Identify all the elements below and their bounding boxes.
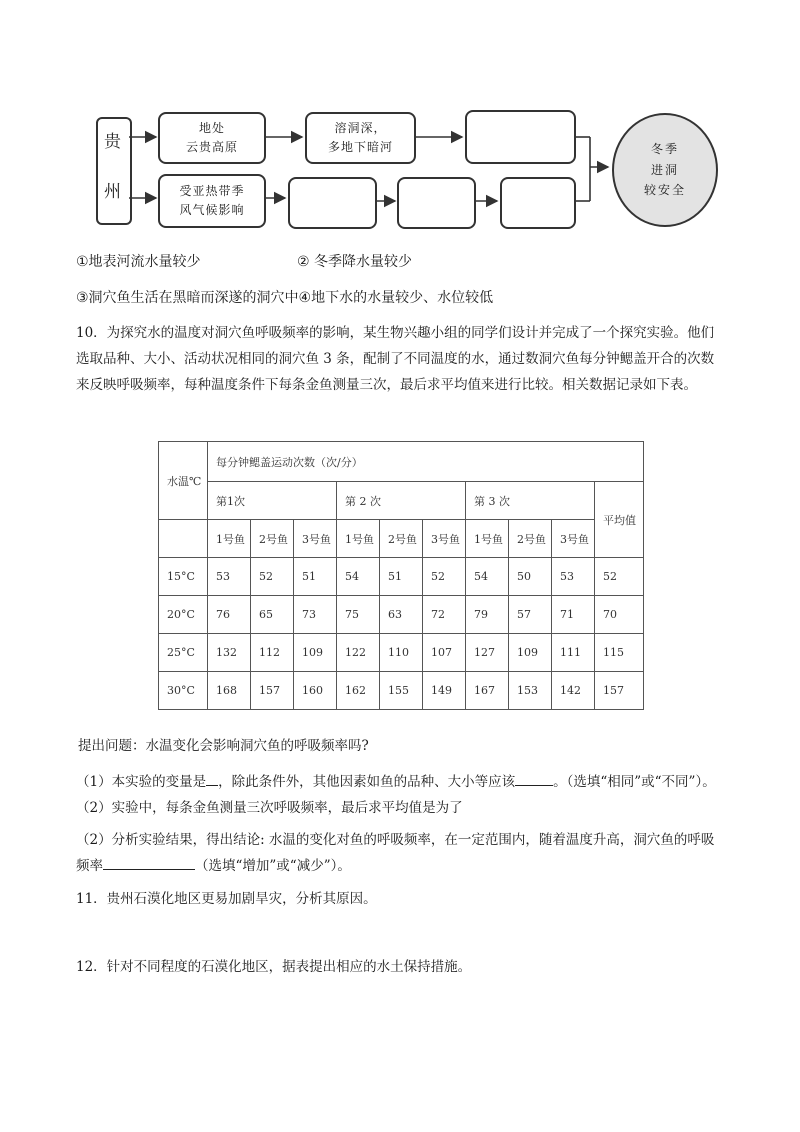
table-cell: 72 [423, 596, 466, 634]
question-10-sub2-a: （2）分析实验结果，得出结论: 水温的变化对鱼的呼吸频率，在一定范围内，随着温度升高，洞穴鱼的呼吸频率 [76, 832, 715, 874]
table-cell: 57 [509, 596, 552, 634]
table-row [159, 558, 644, 596]
flow-box-monsoon-line2: 风气候影响 [179, 203, 245, 217]
table-cell: 71 [552, 596, 595, 634]
table-cell: 153 [509, 672, 552, 710]
flow-box-caves-line2: 多地下暗河 [327, 140, 393, 154]
table-cell: 112 [251, 634, 294, 672]
table-cell: 76 [208, 596, 251, 634]
table-cell: 50 [509, 558, 552, 596]
table-cell: 142 [552, 672, 595, 710]
table-cell-temp: 25°C [159, 634, 208, 672]
table-cell: 79 [466, 596, 509, 634]
flow-box-caves [305, 112, 416, 164]
flow-box-plateau-line1: 地处 [198, 120, 225, 135]
table-cell: 52 [251, 558, 294, 596]
result-circle-line2: 进洞 [650, 162, 679, 177]
table-row [159, 634, 644, 672]
table-cell: 160 [294, 672, 337, 710]
table-fish-header: 2号鱼 [380, 520, 423, 558]
table-cell: 53 [552, 558, 595, 596]
table-cell: 157 [251, 672, 294, 710]
option-3-4: ③洞穴鱼生活在黑暗而深遂的洞穴中④地下水的水量较少、水位较低 [76, 290, 494, 306]
question-10-sub2-b: （选填“增加”或“减少”）。 [195, 858, 351, 874]
table-cell: 110 [380, 634, 423, 672]
table-cell: 111 [552, 634, 595, 672]
table-cell-avg: 52 [595, 558, 644, 596]
table-cell: 65 [251, 596, 294, 634]
question-10-sub1-c: 。（选填“相同”或“不同”）。（2）实验中，每条金鱼测量三次呼吸频率，最后求平均值是为了 [76, 774, 716, 816]
question-10-sub1-a: （1）本实验的变量是 [76, 774, 207, 790]
table-cell-temp: 30°C [159, 672, 208, 710]
table-header-group: 每分钟鳃盖运动次数（次/分） [208, 442, 644, 482]
table-cell: 52 [423, 558, 466, 596]
answer-blank-same-or-different[interactable] [515, 771, 553, 786]
table-row [159, 672, 644, 710]
table-cell: 168 [208, 672, 251, 710]
table-header-avg: 平均值 [595, 482, 644, 558]
question-10-sub1-b: ，除此条件外，其他因素如鱼的品种、大小等应该 [218, 774, 516, 790]
table-fish-header: 3号鱼 [552, 520, 595, 558]
table-cell: 54 [337, 558, 380, 596]
table-cell: 162 [337, 672, 380, 710]
table-cell-avg: 157 [595, 672, 644, 710]
guizhou-char-2: 州 [104, 182, 121, 202]
flow-box-plateau [158, 112, 266, 164]
flow-box-monsoon-line1: 受亚热带季 [179, 183, 245, 198]
table-fish-header-row [159, 520, 644, 558]
question-11: 11．贵州石漠化地区更易加剧旱灾，分析其原因。 [76, 891, 377, 907]
table-header-round-1: 第1次 [208, 482, 337, 520]
table-row [159, 596, 644, 634]
question-10-sub2 [76, 827, 726, 879]
flow-box-blank-bottom-2[interactable] [397, 177, 476, 229]
table-cell: 109 [294, 634, 337, 672]
flow-box-caves-line1: 溶洞深， [334, 120, 387, 135]
table-cell-avg: 115 [595, 634, 644, 672]
guizhou-char-1: 贵 [104, 132, 121, 152]
table-cell: 107 [423, 634, 466, 672]
table-cell: 127 [466, 634, 509, 672]
answer-blank-increase-or-decrease[interactable] [103, 855, 195, 870]
breathing-rate-table [158, 441, 644, 710]
flow-box-blank-bottom-1[interactable] [288, 177, 377, 229]
table-header-round-2: 第 2 次 [337, 482, 466, 520]
table-cell: 63 [380, 596, 423, 634]
question-10-sub1 [76, 769, 726, 821]
table-cell: 73 [294, 596, 337, 634]
question-10-prompt: 提出问题：水温变化会影响洞穴鱼的呼吸频率吗? [78, 738, 369, 754]
table-header-temp: 水温℃ [159, 442, 208, 520]
result-circle-line1: 冬季 [650, 142, 679, 157]
table-cell: 51 [294, 558, 337, 596]
table-fish-header: 2号鱼 [251, 520, 294, 558]
flow-box-blank-top[interactable] [465, 110, 576, 164]
option-1: ①地表河流水量较少 [76, 254, 201, 270]
table-cell: 53 [208, 558, 251, 596]
table-temp-spacer [159, 520, 208, 558]
table-cell: 149 [423, 672, 466, 710]
table-cell-avg: 70 [595, 596, 644, 634]
table-cell-temp: 20°C [159, 596, 208, 634]
table-cell: 132 [208, 634, 251, 672]
answer-blank-variable[interactable] [206, 771, 218, 786]
question-12: 12．针对不同程度的石漠化地区，据表提出相应的水土保持措施。 [76, 959, 472, 975]
table-fish-header: 1号鱼 [208, 520, 251, 558]
table-cell: 155 [380, 672, 423, 710]
table-fish-header: 1号鱼 [337, 520, 380, 558]
flow-box-blank-bottom-3[interactable] [500, 177, 576, 229]
table-fish-header: 3号鱼 [423, 520, 466, 558]
table-cell: 167 [466, 672, 509, 710]
table-cell: 109 [509, 634, 552, 672]
result-circle-line3: 较安全 [643, 183, 686, 198]
table-fish-header: 2号鱼 [509, 520, 552, 558]
flow-box-plateau-line2: 云贵高原 [185, 140, 238, 154]
table-cell: 54 [466, 558, 509, 596]
table-cell: 122 [337, 634, 380, 672]
table-fish-header: 3号鱼 [294, 520, 337, 558]
flow-box-monsoon [158, 174, 266, 228]
question-10-text: 10．为探究水的温度对洞穴鱼呼吸频率的影响，某生物兴趣小组的同学们设计并完成了一个探究实验。他们选取品种、大小、活动状况相同的洞穴鱼 3 条，配制了不同温度的水，通过数洞穴鱼每分钟鳃盖开合的次数来反映呼吸频率，每种温度条件下每条金鱼测量三次，最后求平均值来进行比较。相关数据记录如下表。 [76, 325, 715, 393]
table-fish-header: 1号鱼 [466, 520, 509, 558]
table-header-round-3: 第 3 次 [466, 482, 595, 520]
result-circle [612, 113, 718, 227]
table-cell: 51 [380, 558, 423, 596]
table-cell: 75 [337, 596, 380, 634]
option-2: ② 冬季降水量较少 [297, 254, 413, 270]
table-cell-temp: 15°C [159, 558, 208, 596]
